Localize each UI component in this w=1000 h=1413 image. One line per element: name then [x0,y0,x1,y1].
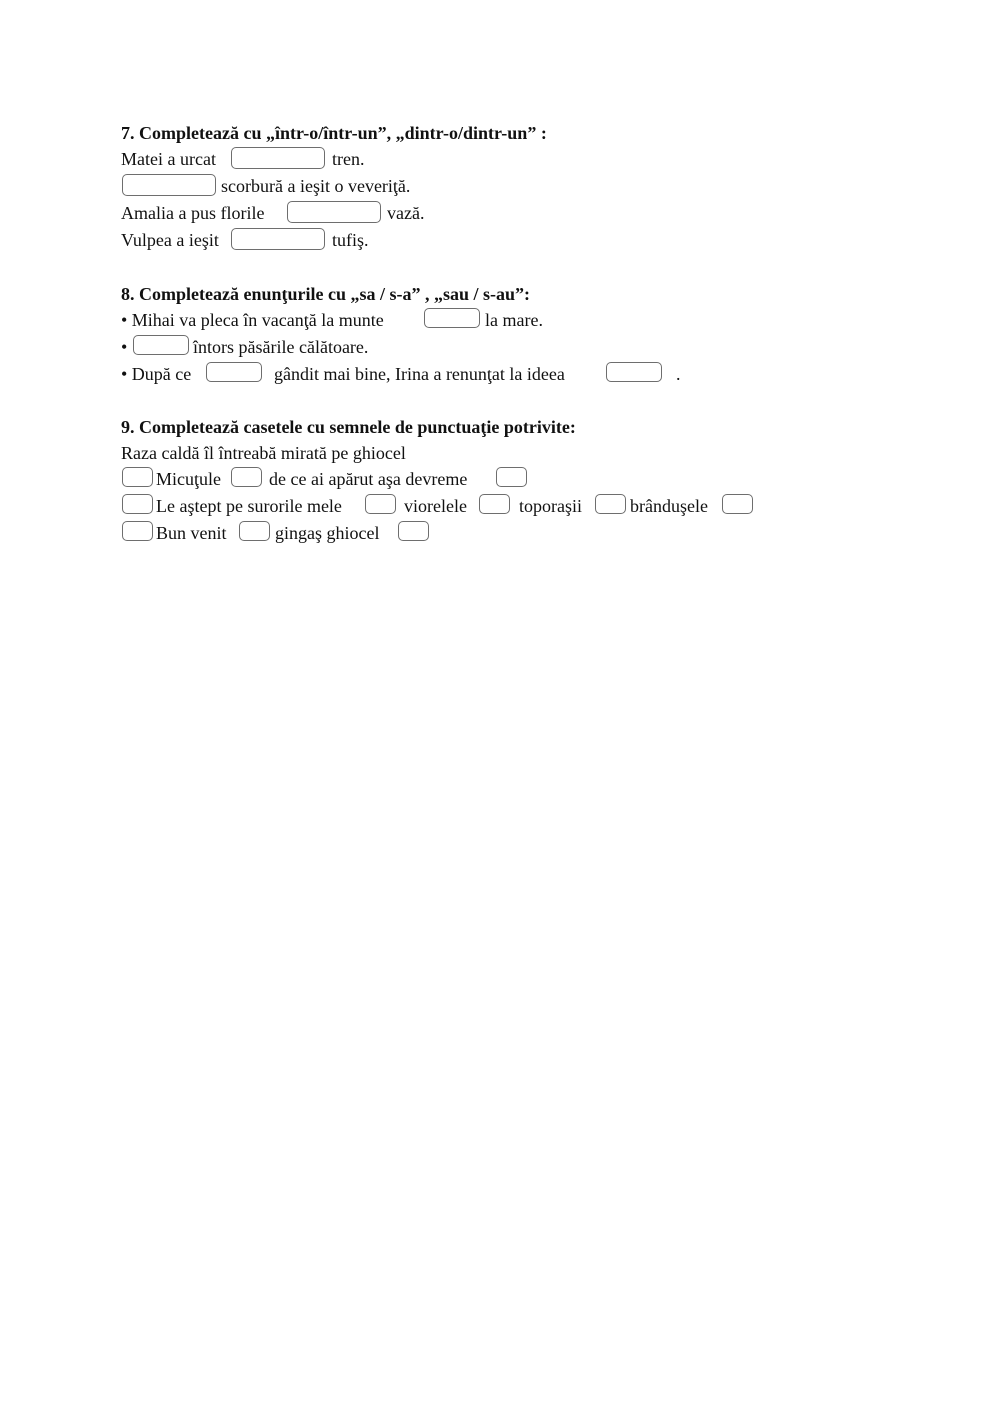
ex9-intro: Raza caldă îl întreabă mirată pe ghiocel [121,443,406,463]
ex8-line-2-bullet: • [121,337,128,357]
ex7-line-1 [121,147,521,171]
ex7-line-3-text-b: vază. [387,203,425,223]
ex7-line-4-text-b: tufiş. [332,230,369,250]
ex8-line-2 [121,335,621,359]
ex9-answer-box-4[interactable] [122,494,153,514]
ex9-answer-box-10[interactable] [239,521,270,541]
ex9-answer-box-11[interactable] [398,521,429,541]
ex9-answer-box-5[interactable] [365,494,396,514]
ex8-line-3-text-c: . [676,364,681,384]
ex7-line-4-text-a: Vulpea a ieşit [121,230,219,250]
ex7-line-3-text-a: Amalia a pus florile [121,203,265,223]
ex9-line-2-text-c: toporaşii [519,496,582,516]
ex9-line-2 [121,494,781,518]
ex8-heading: 8. Completează enunţurile cu „sa / s-a” , „sau / s-au”: [121,284,530,304]
ex9-answer-box-6[interactable] [479,494,510,514]
ex9-answer-box-8[interactable] [722,494,753,514]
ex8-line-1-text-a: • Mihai va pleca în vacanţă la munte [121,310,384,330]
ex8-answer-box-1[interactable] [424,308,480,328]
ex9-line-2-text-d: brânduşele [630,496,708,516]
ex8-answer-box-4[interactable] [606,362,662,382]
ex9-answer-box-9[interactable] [122,521,153,541]
ex7-line-2 [121,174,521,198]
ex9-line-2-text-b: viorelele [404,496,467,516]
ex8-answer-box-2[interactable] [133,335,189,355]
ex7-answer-box-1[interactable] [231,147,325,169]
ex7-line-2-text-b: scorbură a ieşit o veveriţă. [221,176,411,196]
ex8-line-3 [121,362,741,386]
ex7-line-3 [121,201,521,225]
ex7-line-1-text-b: tren. [332,149,365,169]
ex9-answer-box-3[interactable] [496,467,527,487]
ex7-line-4 [121,228,521,252]
ex8-line-1-text-b: la mare. [485,310,543,330]
ex9-answer-box-1[interactable] [122,467,153,487]
ex7-answer-box-4[interactable] [231,228,325,250]
ex9-answer-box-2[interactable] [231,467,262,487]
ex9-line-1-text-b: de ce ai apărut aşa devreme [269,469,468,489]
ex7-line-1-text-a: Matei a urcat [121,149,216,169]
ex9-line-1 [121,467,581,491]
ex7-heading: 7. Completează cu „într-o/într-un”, „dintr-o/dintr-un” : [121,123,547,143]
ex9-line-3 [121,521,441,545]
ex9-heading: 9. Completează casetele cu semnele de punctuaţie potrivite: [121,417,576,437]
ex9-line-3-text-b: gingaş ghiocel [275,523,380,543]
ex9-answer-box-7[interactable] [595,494,626,514]
ex8-line-1 [121,308,621,332]
ex9-line-1-text-a: Micuţule [156,469,221,489]
ex8-answer-box-3[interactable] [206,362,262,382]
ex8-line-3-text-a: • După ce [121,364,192,384]
ex9-line-2-text-a: Le aştept pe surorile mele [156,496,342,516]
ex7-answer-box-3[interactable] [287,201,381,223]
ex8-line-2-text-b: întors păsările călătoare. [193,337,369,357]
ex8-line-3-text-b: gândit mai bine, Irina a renunţat la ideea [274,364,565,384]
ex9-line-3-text-a: Bun venit [156,523,227,543]
ex7-answer-box-2[interactable] [122,174,216,196]
